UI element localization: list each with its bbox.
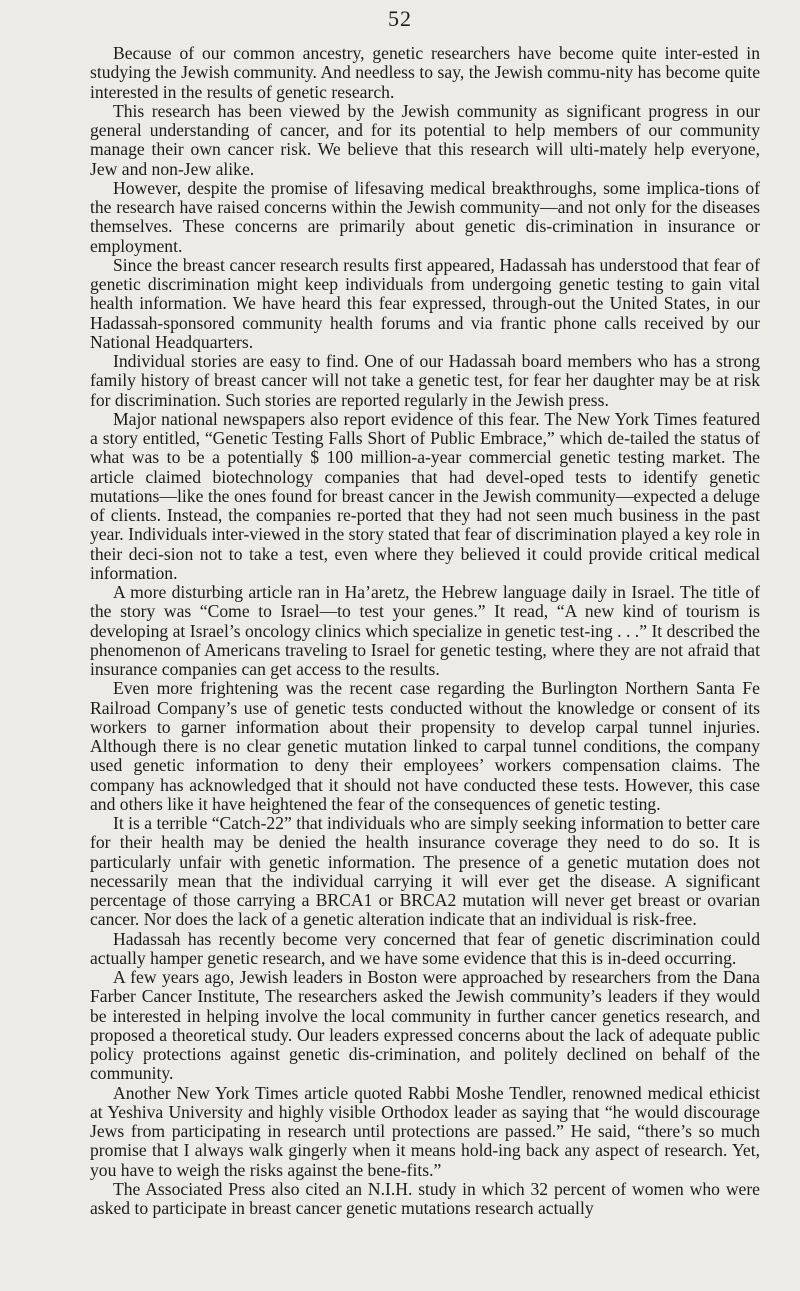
paragraph: A more disturbing article ran in Ha’aretz, the Hebrew language daily in Israel. The title of the story was “Come to Israel—to test your genes.” It read, “A new kind of tourism is developing at Israel’s oncology clinics which specialize in genetic test-ing . . .” It described the phenomenon of Americans traveling to Israel for genetic testing, where they are not afraid that insurance companies can get access to the results.: [90, 582, 760, 679]
paragraph: It is a terrible “Catch-22” that individuals who are simply seeking information to better care for their health may be denied the health insurance coverage they need to do so. It is particularly unfair with genetic information. The presence of a genetic mutation does not necessarily mean that the individual carrying it will ever get the disease. A significant percentage of those carrying a BRCA1 or BRCA2 mutation will never get breast or ovarian cancer. Nor does the lack of a genetic alteration indicate that an individual is risk-free.: [90, 813, 760, 930]
page-number: 52: [388, 6, 412, 31]
paragraph: Individual stories are easy to find. One of our Hadassah board members who has a strong family history of breast cancer will not take a genetic test, for fear her daughter may be at risk for discrimination. Such stories are reported regularly in the Jewish press.: [90, 351, 760, 410]
paragraph: A few years ago, Jewish leaders in Boston were approached by researchers from the Dana Farber Cancer Institute, The researchers asked the Jewish community’s leaders if they would be interested in helping involve the local community in further cancer genetics research, and proposed a theoretical study. Our leaders expressed concerns about the lack of adequate public policy protections against genetic dis-crimination, and politely declined on behalf of the community.: [90, 967, 760, 1084]
paragraph: Since the breast cancer research results first appeared, Hadassah has understood that fear of genetic discrimination might keep individuals from undergoing genetic testing to gain vital health information. We have heard this fear expressed, through-out the United States, in our Hadassah-sponsored community health forums and via frantic phone calls received by our National Headquarters.: [90, 254, 760, 352]
paragraph: Another New York Times article quoted Rabbi Moshe Tendler, renowned medical ethicist at Yeshiva University and highly visible Orthodox leader as saying that “he would discourage Jews from participating in research until protections are passed.” He said, “there’s so much promise that I always walk gingerly when it means hold-ing back any aspect of research. Yet, you have to weigh the risks against the bene-fits.”: [90, 1082, 760, 1180]
paragraph: Even more frightening was the recent case regarding the Burlington Northern Santa Fe Railroad Company’s use of genetic tests conducted without the knowledge or consent of its workers to garner information about their propensity to develop carpal tunnel injuries. Although there is no clear genetic mutation linked to carpal tunnel conditions, the company used genetic information to deny their employees’ workers compensation claims. The company has acknowledged that it should not have conducted these tests. However, this case and others like it have heightened the fear of the consequences of genetic testing.: [90, 678, 760, 814]
paragraph: Because of our common ancestry, genetic researchers have become quite inter-ested in studying the Jewish community. And needless to say, the Jewish commu-nity has become quite interested in the results of genetic research.: [90, 43, 760, 102]
paragraph: Major national newspapers also report evidence of this fear. The New York Times featured a story entitled, “Genetic Testing Falls Short of Public Embrace,” which de-tailed the status of what was to be a potentially $ 100 million-a-year commercial genetic testing market. The article claimed biotechnology companies that had devel-oped tests to identify genetic mutations—like the ones found for breast cancer in the Jewish community—expected a deluge of clients. Instead, the companies re-ported that they had not seen much business in the past year. Individuals inter-viewed in the story stated that fear of discrimination played a key role in their deci-sion not to take a test, even where they believed it could provide critical medical information.: [90, 408, 760, 583]
body-text: [90, 44, 760, 1218]
paragraph: This research has been viewed by the Jewish community as significant progress in our general understanding of cancer, and for its potential to help members of our community manage their own cancer risk. We believe that this research will ulti-mately help everyone, Jew and non-Jew alike.: [90, 100, 760, 179]
paragraph: However, despite the promise of lifesaving medical breakthroughs, some implica-tions of the research have raised concerns within the Jewish community—and not only for the diseases themselves. These concerns are primarily about genetic dis-crimination in insurance or employment.: [90, 177, 760, 256]
paragraph: Hadassah has recently become very concerned that fear of genetic discrimination could actually hamper genetic research, and we have some evidence that this is in-deed occurring.: [90, 928, 760, 968]
paragraph: The Associated Press also cited an N.I.H. study in which 32 percent of women who were asked to participate in breast cancer genetic mutations research actually: [90, 1178, 760, 1218]
